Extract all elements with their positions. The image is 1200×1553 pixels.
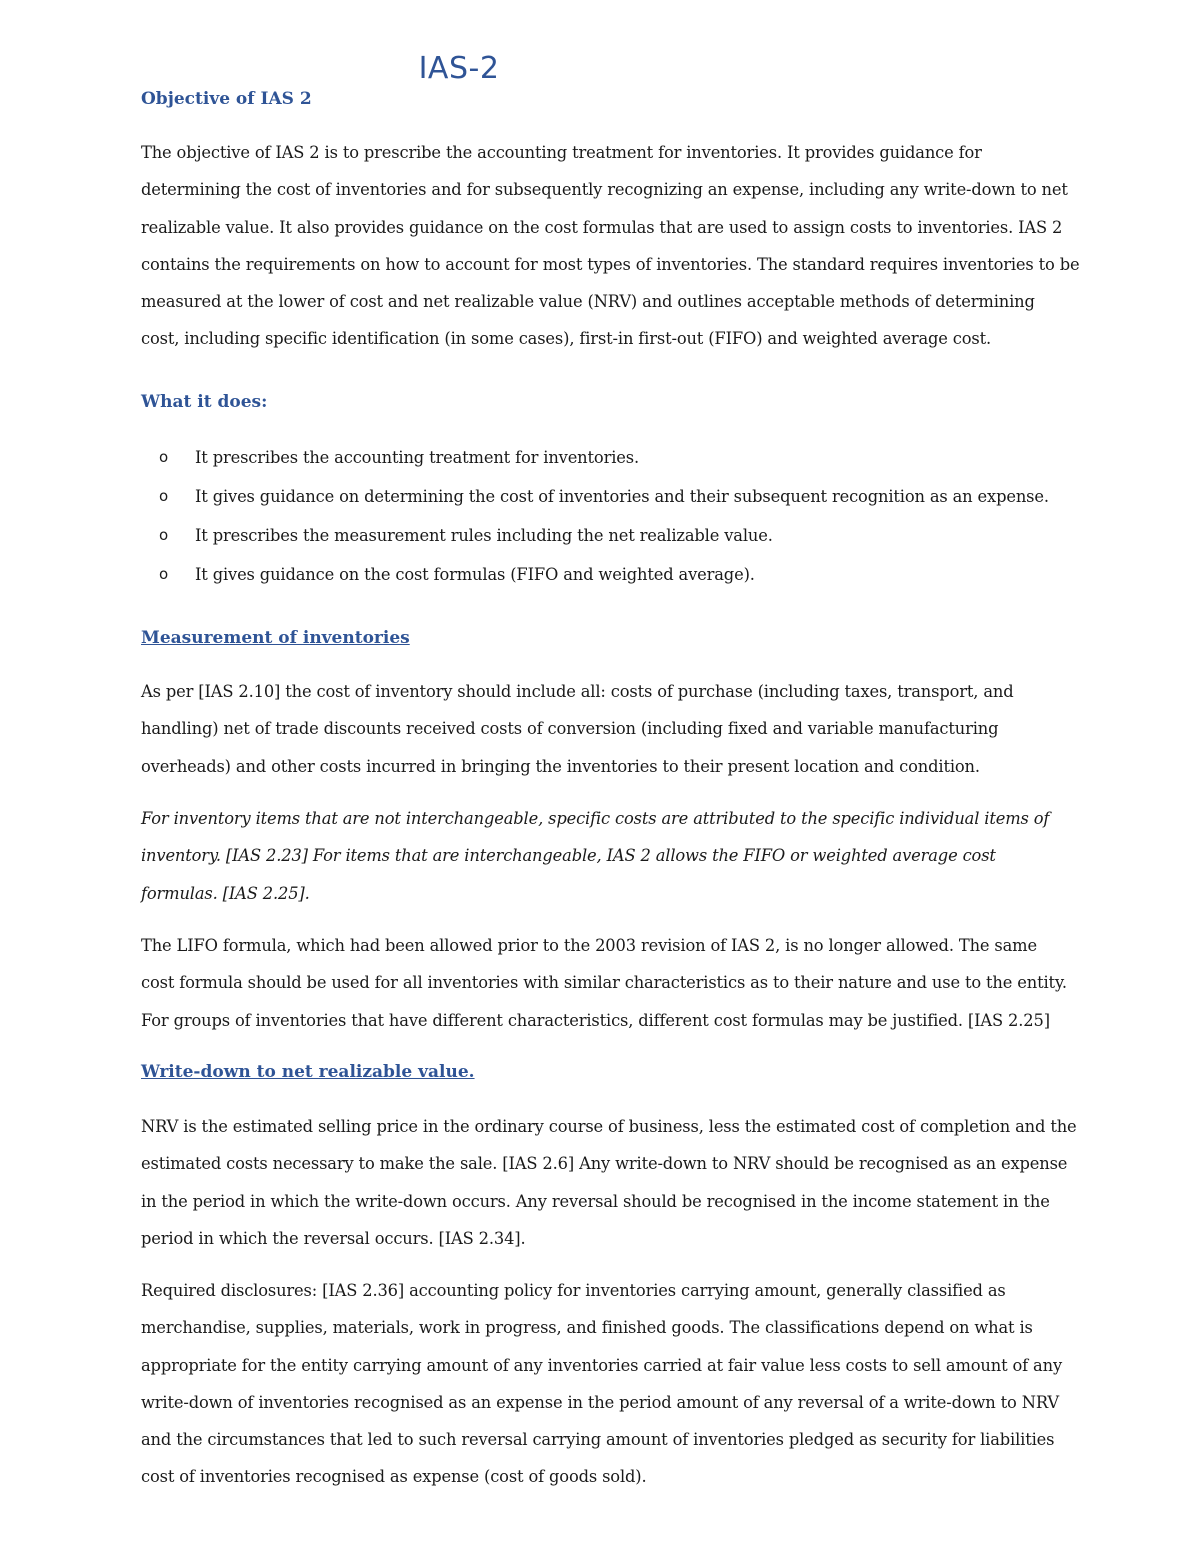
text-line: period in which the reversal occurs. [IAS 2.34]. [141,1228,526,1248]
text-line: merchandise, supplies, materials, work in progress, and finished goods. The classifications depend on what is [141,1318,1033,1338]
paragraph-measurement-cost [141,673,1131,785]
document-title: IAS-2 [418,51,500,86]
list-item [141,477,1131,516]
list-item-text: It gives guidance on determining the cost of inventories and their subsequent recognition as an expense. [195,487,1049,506]
text-line: determining the cost of inventories and for subsequently recognizing an expense, including any write-down to net [141,180,1068,200]
text-line: overheads) and other costs incurred in bringing the inventories to their present location and condition. [141,756,980,776]
text-line: appropriate for the entity carrying amount of any inventories carried at fair value less costs to sell amount of any [141,1355,1062,1375]
bullet-list [141,438,1131,594]
text-line: measured at the lower of cost and net realizable value (NRV) and outlines acceptable methods of determining [141,292,1035,312]
paragraph-measurement-lifo [141,927,1131,1039]
text-line: For groups of inventories that have different characteristics, different cost formulas may be justified. [IAS 2.25] [141,1010,1050,1030]
list-item [141,555,1131,594]
text-line: For inventory items that are not interchangeable, specific costs are attributed to the specific individual items of [141,809,1050,828]
text-line: The objective of IAS 2 is to prescribe the accounting treatment for inventories. It provides guidance for [141,143,982,162]
text-line: cost, including specific identification (in some cases), first-in first-out (FIFO) and weighted average cost. [141,329,992,349]
bullet-icon: o [159,448,169,466]
heading-what-it-does: What it does: [141,392,268,412]
paragraph-measurement-interchangeable [141,800,1131,912]
list-item [141,516,1131,555]
text-line: As per [IAS 2.10] the cost of inventory should include all: costs of purchase (including taxes, transport, and [141,682,1014,701]
text-line: inventory. [IAS 2.23] For items that are interchangeable, IAS 2 allows the FIFO or weighted average cost [141,846,996,866]
list-item [141,438,1131,477]
list-item-text: It prescribes the accounting treatment for inventories. [195,448,639,467]
text-line: NRV is the estimated selling price in the ordinary course of business, less the estimated cost of completion and the [141,1117,1077,1136]
bullet-icon: o [159,565,169,583]
paragraph-objective [141,134,1131,358]
text-line: handling) net of trade discounts received costs of conversion (including fixed and variable manufacturing [141,719,999,739]
text-line: The LIFO formula, which had been allowed prior to the 2003 revision of IAS 2, is no longer allowed. The same [141,936,1037,955]
heading-write-down-link[interactable]: Write-down to net realizable value. [141,1062,475,1082]
text-line: estimated costs necessary to make the sale. [IAS 2.6] Any write-down to NRV should be recognised as an expense [141,1154,1068,1174]
text-line: and the circumstances that led to such reversal carrying amount of inventories pledged as security for liabilities [141,1430,1055,1450]
text-line: cost of inventories recognised as expense (cost of goods sold). [141,1467,647,1487]
text-line: write-down of inventories recognised as an expense in the period amount of any reversal of a write-down to NRV [141,1392,1059,1412]
paragraph-write-down-nrv [141,1108,1131,1257]
bullet-icon: o [159,526,169,544]
text-line: cost formula should be used for all inventories with similar characteristics as to their nature and use to the entity. [141,973,1067,993]
text-line: contains the requirements on how to account for most types of inventories. The standard requires inventories to be [141,254,1080,274]
bullet-icon: o [159,487,169,505]
heading-objective: Objective of IAS 2 [141,89,312,109]
text-line: in the period in which the write-down occurs. Any reversal should be recognised in the income statement in the [141,1191,1050,1211]
text-line: Required disclosures: [IAS 2.36] accounting policy for inventories carrying amount, generally classified as [141,1281,1006,1300]
text-line: formulas. [IAS 2.25]. [141,883,310,903]
list-item-text: It gives guidance on the cost formulas (FIFO and weighted average). [195,565,755,584]
paragraph-required-disclosures [141,1272,1131,1496]
heading-measurement-link[interactable]: Measurement of inventories [141,628,410,648]
text-line: realizable value. It also provides guidance on the cost formulas that are used to assign costs to inventories. IAS 2 [141,217,1063,237]
list-item-text: It prescribes the measurement rules including the net realizable value. [195,526,773,545]
